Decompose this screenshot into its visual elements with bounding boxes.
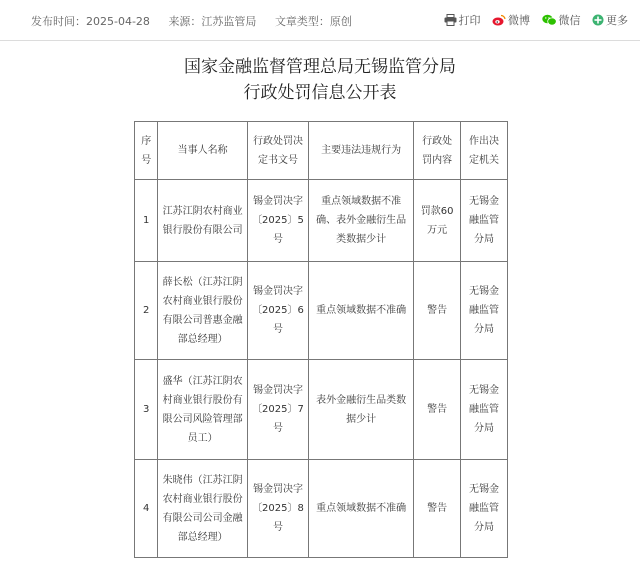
table-header-row xyxy=(135,122,508,180)
document-title xyxy=(0,54,640,106)
cell-org: 无锡金融监管分局 xyxy=(461,180,508,262)
weibo-button[interactable]: 微博 xyxy=(492,12,530,28)
header-doc-no: 行政处罚决定书文号 xyxy=(247,122,308,180)
share-toolbar xyxy=(436,12,629,29)
table-row xyxy=(135,180,508,262)
cell-facts: 重点领域数据不准确 xyxy=(309,460,414,558)
publish-time: 发布时间：2025-04-28 xyxy=(31,15,150,28)
cell-content: 警告 xyxy=(414,460,461,558)
cell-facts: 表外金融衍生品类数据少计 xyxy=(309,360,414,460)
meta-info xyxy=(31,13,367,29)
more-button[interactable]: 更多 xyxy=(592,12,628,28)
title-line-1: 国家金融监督管理总局无锡监管分局 xyxy=(184,57,456,77)
cell-facts: 重点领域数据不准确、表外金融衍生品类数据少计 xyxy=(309,180,414,262)
header-seq: 序号 xyxy=(135,122,158,180)
cell-seq: 4 xyxy=(135,460,158,558)
cell-content: 警告 xyxy=(414,360,461,460)
weibo-icon xyxy=(492,14,506,26)
cell-seq: 3 xyxy=(135,360,158,460)
header-party: 当事人名称 xyxy=(158,122,247,180)
print-button[interactable]: 打印 xyxy=(444,12,481,28)
cell-party: 朱晓伟（江苏江阴农村商业银行股份有限公司公司金融部总经理） xyxy=(158,460,247,558)
cell-doc-no: 锡金罚决字〔2025〕8号 xyxy=(247,460,308,558)
cell-party: 江苏江阴农村商业银行股份有限公司 xyxy=(158,180,247,262)
cell-org: 无锡金融监管分局 xyxy=(461,460,508,558)
cell-doc-no: 锡金罚决字〔2025〕5号 xyxy=(247,180,308,262)
cell-facts: 重点领域数据不准确 xyxy=(309,262,414,360)
table-row xyxy=(135,262,508,360)
header-facts: 主要违法违规行为 xyxy=(309,122,414,180)
penalty-table xyxy=(134,121,508,558)
title-line-2: 行政处罚信息公开表 xyxy=(243,83,397,103)
cell-content: 警告 xyxy=(414,262,461,360)
cell-seq: 2 xyxy=(135,262,158,360)
table-row xyxy=(135,360,508,460)
wechat-icon xyxy=(542,14,557,26)
print-icon xyxy=(444,14,457,26)
article-meta-bar xyxy=(0,0,640,41)
cell-doc-no: 锡金罚决字〔2025〕7号 xyxy=(247,360,308,460)
cell-org: 无锡金融监管分局 xyxy=(461,262,508,360)
wechat-button[interactable]: 微信 xyxy=(542,12,581,28)
cell-party: 盛华（江苏江阴农村商业银行股份有限公司风险管理部员工） xyxy=(158,360,247,460)
table-row xyxy=(135,460,508,558)
cell-party: 薛长松（江苏江阴农村商业银行股份有限公司普惠金融部总经理） xyxy=(158,262,247,360)
header-content: 行政处罚内容 xyxy=(414,122,461,180)
article-type: 文章类型：原创 xyxy=(274,15,352,28)
header-org: 作出决定机关 xyxy=(461,122,508,180)
cell-content: 罚款60万元 xyxy=(414,180,461,262)
cell-seq: 1 xyxy=(135,180,158,262)
cell-doc-no: 锡金罚决字〔2025〕6号 xyxy=(247,262,308,360)
source: 来源：江苏监管局 xyxy=(168,15,257,28)
more-icon xyxy=(592,14,604,26)
cell-org: 无锡金融监管分局 xyxy=(461,360,508,460)
